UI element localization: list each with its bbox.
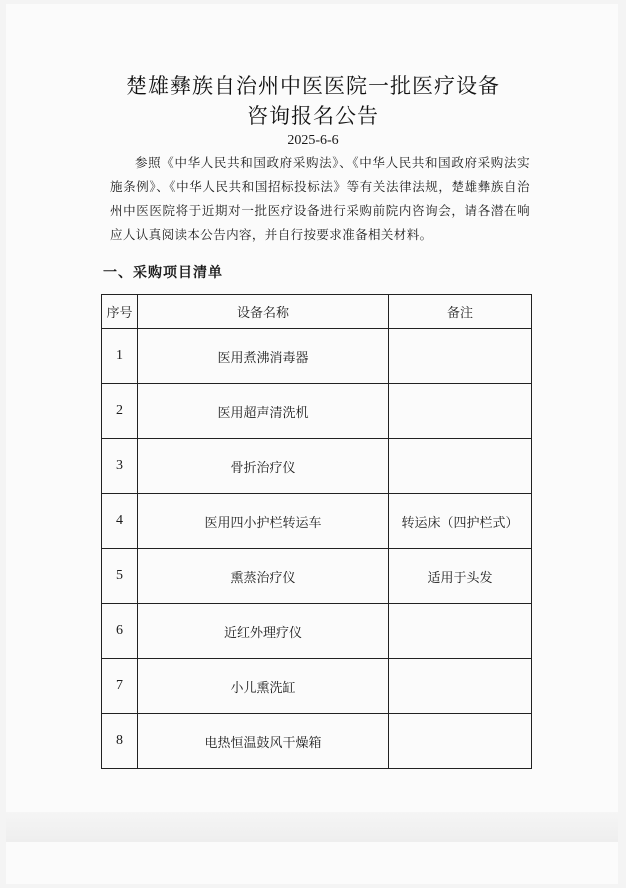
header-note: 备注 xyxy=(389,295,532,329)
row-no: 7 xyxy=(102,659,138,714)
header-no: 序号 xyxy=(102,295,138,329)
row-note xyxy=(389,714,532,769)
table-row xyxy=(102,714,532,769)
row-no: 1 xyxy=(102,329,138,384)
intro-paragraph: 参照《中华人民共和国政府采购法》、《中华人民共和国政府采购法实施条例》、《中华人民共和国招标投标法》等有关法律法规，楚雄彝族自治州中医医院将于近期对一批医疗设备进行采购前院内咨询会，请各潜在响应人认真阅读本公告内容，并自行按要求准备相关材料。 xyxy=(110,155,530,242)
table-row xyxy=(102,384,532,439)
row-note xyxy=(389,659,532,714)
row-no: 8 xyxy=(102,714,138,769)
row-note xyxy=(389,384,532,439)
header-name: 设备名称 xyxy=(138,295,389,329)
row-equipment-name: 电热恒温鼓风干燥箱 xyxy=(138,714,389,769)
table-row xyxy=(102,549,532,604)
table-header-row xyxy=(102,295,532,329)
row-no: 6 xyxy=(102,604,138,659)
row-note xyxy=(389,439,532,494)
row-equipment-name: 医用四小护栏转运车 xyxy=(138,494,389,549)
row-equipment-name: 医用超声清洗机 xyxy=(138,384,389,439)
table-row xyxy=(102,439,532,494)
section-heading: 一、采购项目清单 xyxy=(103,265,223,281)
table-row xyxy=(102,604,532,659)
row-no: 2 xyxy=(102,384,138,439)
row-equipment-name: 熏蒸治疗仪 xyxy=(138,549,389,604)
announcement-title-line1: 楚雄彝族自治州中医医院一批医疗设备 xyxy=(126,74,500,98)
publish-date: 2025-6-6 xyxy=(287,133,339,148)
row-note: 适用于头发 xyxy=(389,549,532,604)
procurement-table xyxy=(101,294,532,769)
row-equipment-name: 医用煮沸消毒器 xyxy=(138,329,389,384)
row-no: 5 xyxy=(102,549,138,604)
row-no: 4 xyxy=(102,494,138,549)
row-equipment-name: 小儿熏洗缸 xyxy=(138,659,389,714)
row-note: 转运床（四护栏式） xyxy=(389,494,532,549)
row-note xyxy=(389,604,532,659)
table-row xyxy=(102,659,532,714)
table-row xyxy=(102,494,532,549)
row-equipment-name: 近红外理疗仪 xyxy=(138,604,389,659)
row-no: 3 xyxy=(102,439,138,494)
announcement-title-line2: 咨询报名公告 xyxy=(247,104,379,128)
table-row xyxy=(102,329,532,384)
scan-shade xyxy=(6,812,618,842)
row-note xyxy=(389,329,532,384)
row-equipment-name: 骨折治疗仪 xyxy=(138,439,389,494)
